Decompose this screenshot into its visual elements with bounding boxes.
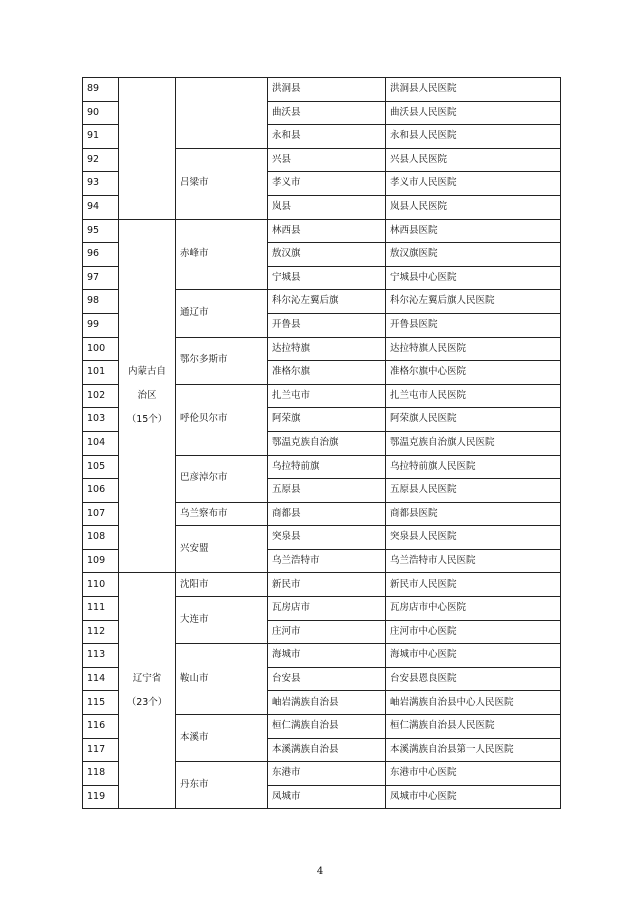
hospital-cell: 宁城县中心医院 <box>386 266 561 290</box>
row-number: 89 <box>83 78 119 102</box>
county-cell: 新民市 <box>268 573 386 597</box>
province-label: （15个） <box>126 414 168 426</box>
hospital-cell: 突泉县人民医院 <box>386 526 561 550</box>
county-cell: 庄河市 <box>268 620 386 644</box>
row-number: 113 <box>83 644 119 668</box>
hospital-cell: 开鲁县医院 <box>386 313 561 337</box>
row-number: 117 <box>83 738 119 762</box>
row-number: 116 <box>83 715 119 739</box>
row-number: 108 <box>83 526 119 550</box>
row-number: 103 <box>83 408 119 432</box>
county-cell: 凤城市 <box>268 785 386 809</box>
province-cell <box>119 573 176 809</box>
province-cell <box>119 78 176 220</box>
hospital-cell: 兴县人民医院 <box>386 148 561 172</box>
city-cell: 通辽市 <box>176 290 268 337</box>
hospital-cell: 瓦房店市中心医院 <box>386 597 561 621</box>
city-cell <box>176 78 268 149</box>
row-number: 106 <box>83 479 119 503</box>
row-number: 105 <box>83 455 119 479</box>
row-number: 114 <box>83 667 119 691</box>
row-number: 111 <box>83 597 119 621</box>
county-cell: 东港市 <box>268 762 386 786</box>
county-cell: 孝义市 <box>268 172 386 196</box>
county-cell: 宁城县 <box>268 266 386 290</box>
city-cell: 大连市 <box>176 597 268 644</box>
hospital-cell: 乌拉特前旗人民医院 <box>386 455 561 479</box>
row-number: 92 <box>83 148 119 172</box>
city-cell: 沈阳市 <box>176 573 268 597</box>
row-number: 109 <box>83 549 119 573</box>
row-number: 118 <box>83 762 119 786</box>
hospital-cell: 东港市中心医院 <box>386 762 561 786</box>
hospital-cell: 孝义市人民医院 <box>386 172 561 196</box>
row-number: 102 <box>83 384 119 408</box>
province-cell <box>119 219 176 573</box>
county-cell: 突泉县 <box>268 526 386 550</box>
row-number: 96 <box>83 243 119 267</box>
hospital-cell: 海城市中心医院 <box>386 644 561 668</box>
province-label: （23个） <box>126 696 168 708</box>
hospital-cell: 五原县人民医院 <box>386 479 561 503</box>
row-number: 91 <box>83 125 119 149</box>
hospital-cell: 乌兰浩特市人民医院 <box>386 549 561 573</box>
hospital-cell: 达拉特旗人民医院 <box>386 337 561 361</box>
row-number: 112 <box>83 620 119 644</box>
city-cell: 赤峰市 <box>176 219 268 290</box>
county-cell: 鄂温克族自治旗 <box>268 431 386 455</box>
row-number: 104 <box>83 431 119 455</box>
province-label: 内蒙古自 <box>127 366 166 378</box>
hospital-cell: 本溪满族自治县第一人民医院 <box>386 738 561 762</box>
province-label: 辽宁省 <box>132 672 162 684</box>
row-number: 94 <box>83 195 119 219</box>
row-number: 115 <box>83 691 119 715</box>
hospital-cell: 台安县恩良医院 <box>386 667 561 691</box>
county-cell: 五原县 <box>268 479 386 503</box>
county-cell: 本溪满族自治县 <box>268 738 386 762</box>
table-row <box>83 78 561 102</box>
county-cell: 曲沃县 <box>268 101 386 125</box>
city-cell: 吕梁市 <box>176 148 268 219</box>
hospital-cell: 扎兰屯市人民医院 <box>386 384 561 408</box>
county-cell: 扎兰屯市 <box>268 384 386 408</box>
county-cell: 永和县 <box>268 125 386 149</box>
city-cell: 本溪市 <box>176 715 268 762</box>
county-cell: 桓仁满族自治县 <box>268 715 386 739</box>
hospital-cell: 永和县人民医院 <box>386 125 561 149</box>
row-number: 98 <box>83 290 119 314</box>
county-cell: 瓦房店市 <box>268 597 386 621</box>
hospital-cell: 商都县医院 <box>386 502 561 526</box>
county-cell: 阿荣旗 <box>268 408 386 432</box>
county-cell: 科尔沁左翼后旗 <box>268 290 386 314</box>
row-number: 99 <box>83 313 119 337</box>
county-cell: 海城市 <box>268 644 386 668</box>
row-number: 90 <box>83 101 119 125</box>
row-number: 110 <box>83 573 119 597</box>
hospital-cell: 准格尔旗中心医院 <box>386 361 561 385</box>
county-cell: 达拉特旗 <box>268 337 386 361</box>
table-row <box>83 219 561 243</box>
hospital-cell: 岫岩满族自治县中心人民医院 <box>386 691 561 715</box>
county-cell: 岫岩满族自治县 <box>268 691 386 715</box>
row-number: 97 <box>83 266 119 290</box>
row-number: 95 <box>83 219 119 243</box>
city-cell: 乌兰察布市 <box>176 502 268 526</box>
city-cell: 巴彦淖尔市 <box>176 455 268 502</box>
county-cell: 乌兰浩特市 <box>268 549 386 573</box>
city-cell: 兴安盟 <box>176 526 268 573</box>
row-number: 101 <box>83 361 119 385</box>
row-number: 119 <box>83 785 119 809</box>
city-cell: 呼伦贝尔市 <box>176 384 268 455</box>
hospital-cell: 新民市人民医院 <box>386 573 561 597</box>
city-cell: 鄂尔多斯市 <box>176 337 268 384</box>
county-cell: 开鲁县 <box>268 313 386 337</box>
table-row <box>83 573 561 597</box>
hospital-table <box>82 77 561 809</box>
county-cell: 洪洞县 <box>268 78 386 102</box>
county-cell: 准格尔旗 <box>268 361 386 385</box>
row-number: 93 <box>83 172 119 196</box>
county-cell: 商都县 <box>268 502 386 526</box>
county-cell: 台安县 <box>268 667 386 691</box>
hospital-cell: 林西县医院 <box>386 219 561 243</box>
page-number: 4 <box>316 866 324 877</box>
hospital-cell: 庄河市中心医院 <box>386 620 561 644</box>
hospital-cell: 洪洞县人民医院 <box>386 78 561 102</box>
county-cell: 兴县 <box>268 148 386 172</box>
hospital-cell: 鄂温克族自治旗人民医院 <box>386 431 561 455</box>
row-number: 107 <box>83 502 119 526</box>
hospital-cell: 凤城市中心医院 <box>386 785 561 809</box>
hospital-cell: 曲沃县人民医院 <box>386 101 561 125</box>
city-cell: 鞍山市 <box>176 644 268 715</box>
province-label: 治区 <box>137 390 157 402</box>
county-cell: 乌拉特前旗 <box>268 455 386 479</box>
hospital-cell: 敖汉旗医院 <box>386 243 561 267</box>
row-number: 100 <box>83 337 119 361</box>
city-cell: 丹东市 <box>176 762 268 809</box>
hospital-cell: 科尔沁左翼后旗人民医院 <box>386 290 561 314</box>
hospital-cell: 岚县人民医院 <box>386 195 561 219</box>
table-body <box>83 78 561 809</box>
hospital-cell: 阿荣旗人民医院 <box>386 408 561 432</box>
county-cell: 岚县 <box>268 195 386 219</box>
county-cell: 敖汉旗 <box>268 243 386 267</box>
hospital-cell: 桓仁满族自治县人民医院 <box>386 715 561 739</box>
county-cell: 林西县 <box>268 219 386 243</box>
